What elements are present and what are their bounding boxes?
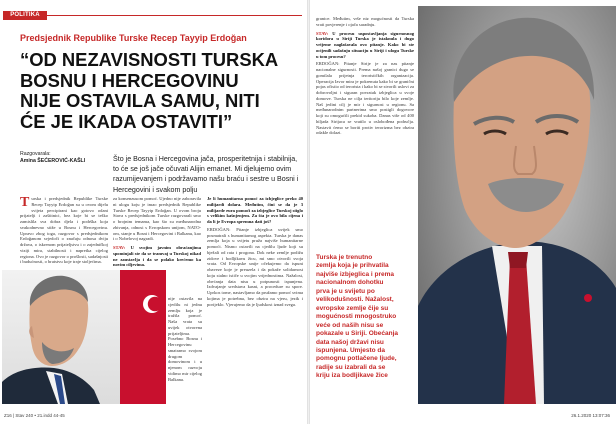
question-label: STAV: [316,30,329,36]
article-column-2-continued [168,296,202,404]
pull-quote-line: najviše izbjeglica i prema [316,270,395,278]
lapel-pin-icon [584,294,592,302]
answer-text: ERDOĞAN: Pitanje izbjeglica uvijek smo posmatrali s humanitarnog aspekta. Turska je danas zemlja koja u svijetu pruža najviše humanitarne pomoći. Nismo ostavili na cjedilu ljude koji su bježali od rata i progona. Dok neke zemlje podižu zidove i bodljikavu žicu, mi smo otvorili svoja vrata. Od Evropske unije očekujemo da ispuni obaveze koje je preuzela i da pokaže solidarnost koju stalno ističe u svojim vrijednostima. Nažalost, obećanja data nisu u potpunosti ispunjena. Izdvajanje sredstava kasni, a procedure su spore. Uprkos tome, nastavljamo da pružamo pomoć svima kojima je potrebna, bez obzira na vjeru, jezik i porijeklo. Vjerujemo da je ljudskost iznad svega. [207,226,303,307]
answer-text: ERDOĞAN: Pitanje Sirije je za nas pitanje nacionalne sigurnosti. Prema našoj granici dugo se gomilala prijetnja terorističkih organizacija. Operacija Izvor mira je pokrenuta kako bi se granični pojas očistio od terorista i kako bi se stvorili uslovi za dobrovoljni i siguran povratak izbjeglica u svoje domove. Turska ne cilja teritoriju bilo koje zemlje. Naš jedini cilj je mir i sigurnost u regionu. Sa međunarodnim partnerima smo postigli dogovore koji su omogućili prekid sukoba. Danas više od 400 hiljada Sirijaca se vratilo u oslobođena područja. Nastavit ćemo se boriti protiv terorizma bez obzira odakle dolazi. [316,61,414,136]
pull-quote-line: mogućnosti mnogostruko [316,313,397,321]
page-gutter [307,0,310,424]
pull-quote-line: ispunjena. Umjesto da [316,346,385,354]
erdogan-portrait-photo [418,6,616,404]
pull-quote-line: prva je u svijetu po [316,287,375,295]
pull-quote-line: pokazale u Siriji. Obećanja [316,330,399,338]
drop-cap: T [20,196,30,210]
question-text: Je li humanitarna pomoć za izbjeglice preko 40 milijardi dolara. Međutim, čini se da je 3 milijarde eura pomoći za izbjeglice Turskoj stiglo s velikim kašnjenjem. Za šta je ovo bila cijena i da li je Evropa spremna dati još? [207,196,303,224]
question-text: U svojim javnim obraćanjima spominjali ste da se tramvaj u Turskoj nikad ne zaustavlja i da se polako krećemo ka novim ciljevima. [113,245,201,268]
folio-left: Z16 | Stav 240 • 21.indd 44-45 [4,413,65,418]
lead-paragraph: Što je Bosna i Hercegovina jača, prosperitetnija i stabilnija, to će se još jače očuvati Alijin emanet. Mi djelujemo ovim razumijevanjem i podržavamo našu braću i sestre u Bosni i Hercegovini i svakom polju [113,155,299,194]
pull-quote [316,254,414,381]
headline [20,50,305,132]
headline-line: NIJE OSTAVILA SAMU, NITI [20,90,260,111]
column-text: nije ostavila na cjedilu ni jednu zemlju koja je tražila pomoć. Naša vrata su uvijek otvorena prijateljima. Posebno Bosnu i Hercegovinu smatramo svojom drugom domovinom i u njenom razvoju vidimo mir cijelog Balkana. [168,296,202,382]
column-text: za konsenzusom pomoć. Ujedno nije zaboravila ni ulogu koju je imao predsjednik Republike Turske Recep Tayyip Erdoğan. U ovom broju Stava s predsjednikom Turske razgovarali smo o brojnim temama, kao što su međunarodna zbivanja, odnosi s Evropskom unijom, NATO-om, stanje u Bosni i Hercegovini i Balkanu, kao i o Nobelovoj nagradi. [113,196,201,242]
kicker: Predsjednik Republike Turske Recep Tayyip Erdoğan [20,33,247,43]
column-text: granice. Međutim, vrše niz mogućnosti da Turska vrati povjerenje i ojača saradnju. [316,16,414,27]
pull-quote-line: kriju iza bodljikave žice [316,372,388,380]
pull-quote-line: evropske zemlje čije su [316,304,389,312]
headline-line: BOSNU I HERCEGOVINU [20,69,239,91]
section-tag: POLITIKA [3,11,47,20]
pull-quote-line: veće od naših nisu se [316,321,384,329]
article-column-4 [316,16,414,252]
article-column-3 [207,196,303,404]
turkish-flag [120,270,166,404]
portrait-illustration [2,270,166,404]
headline-line: “OD NEZAVISNOSTI TURSKA [20,49,279,70]
erdogan-profile-photo [2,270,166,404]
portrait-illustration [418,6,616,404]
pull-quote-line: data našoj državi nisu [316,338,384,346]
folio-right: 26.1.2020 13:07:36 [571,413,610,418]
section-rule [47,15,302,16]
question-text: U procesu uspostavljanja sigurnosnog koridora u Siriji Turska je istaknula i dugo vrijeme naglašavala ovo pitanje. Kako bi ste ocijenili sadašnju situaciju u Siriji i ulogu Turske u tom procesu? [316,30,414,59]
pull-quote-line: velikodušnosti. Nažalost, [316,296,394,304]
question-label: STAV: [113,245,126,250]
column-text: urska i predsjednik Republike Turske Recep Tayyip Erdoğan su u ovom dijelu svijeta percipirani kao gotovo odani prijatelji i zaštitnici, bez koje bi se teško zamislila sva dobra djela i podrška koja svakodnevno stiže u Bosnu i Hercegovinu. Upravo zbog toga, razgovor s predsjednikom Erdoğanom svjedoči o značaju odnosa dviju država, o iskrenom prijateljstvu i o zajedničkoj viziji mira, stabilnosti i napretka cijelog regiona. Ovo je razgovor o prošlosti, sadašnjosti i budućnosti, o bratstvu koje traje stoljećima. [20,196,108,265]
pull-quote-line: zemlja koja je prihvatila [316,262,389,270]
byline-author: Amina ŠEĆEROVIĆ-KAŠLI [20,158,86,164]
pull-quote-line: Turska je trenutno [316,254,373,261]
headline-line: ĆE JE IKADA OSTAVITI” [20,110,233,132]
byline-label: Razgovarala: [20,151,51,157]
pull-quote-line: pomognu potlačene ljude, [316,355,397,363]
pull-quote-line: radije su izabrali da se [316,363,386,371]
pull-quote-line: nacionalnom dohotku [316,279,384,287]
